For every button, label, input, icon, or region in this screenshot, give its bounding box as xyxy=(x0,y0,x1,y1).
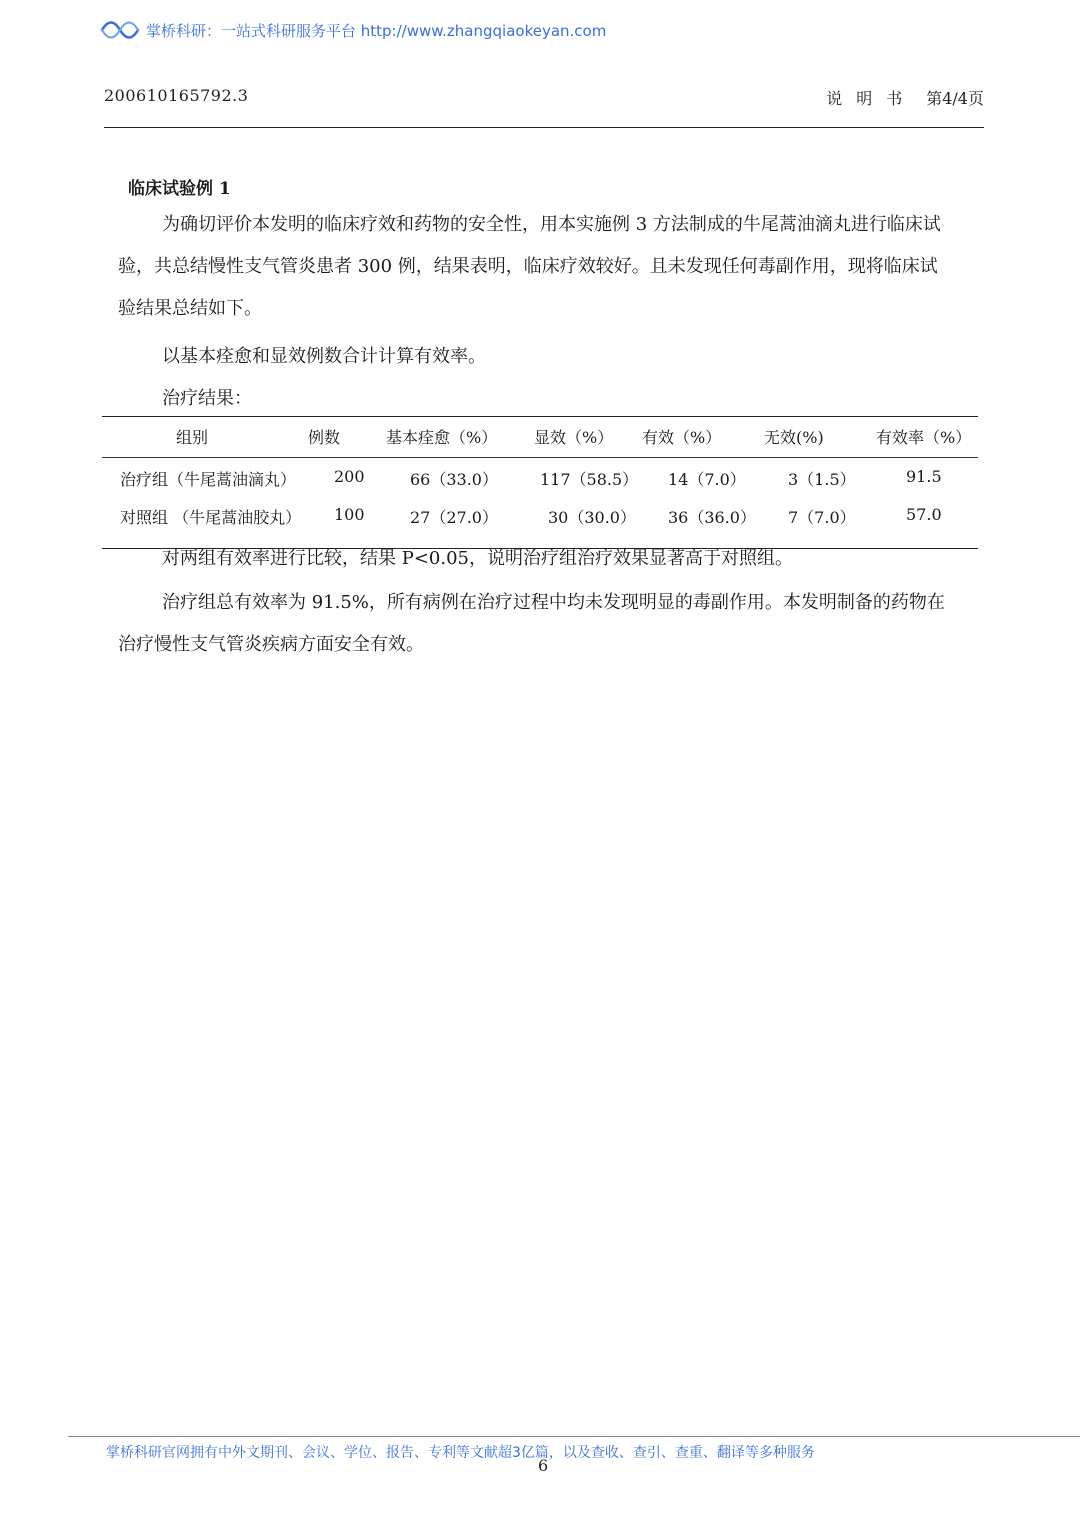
table-cell: 117（58.5） xyxy=(540,470,639,489)
table-cell: 36（36.0） xyxy=(668,508,756,527)
table-cell: 7（7.0） xyxy=(788,508,856,527)
intro-text: 为确切评价本发明的临床疗效和药物的安全性，用本实施例 3 方法制成的牛尾蒿油滴丸进行临床试验，共总结慢性支气管炎患者 300 例，结果表明，临床疗效较好。且未发现任何毒副作用，现将临床试验结果总结如下。 xyxy=(118,214,941,319)
table-header-cell: 基本痊愈（%） xyxy=(386,428,498,447)
table-cell: 200 xyxy=(334,467,365,486)
table-cell: 27（27.0） xyxy=(410,508,498,527)
table-header-cell: 有效率（%） xyxy=(876,428,972,447)
method-paragraph xyxy=(118,336,948,378)
intro-paragraph xyxy=(118,204,948,330)
doc-number: 200610165792.3 xyxy=(104,86,249,105)
conclusion-text: 治疗组总有效率为 91.5%，所有病例在治疗过程中均未发现明显的毒副作用。本发明制备的药物在治疗慢性支气管炎疾病方面安全有效。 xyxy=(118,592,945,655)
table-row xyxy=(102,458,978,496)
table-header-cell: 显效（%） xyxy=(534,428,614,447)
table-cell: 100 xyxy=(334,505,365,524)
comparison-text: 对两组有效率进行比较，结果 P<0.05，说明治疗组治疗效果显著高于对照组。 xyxy=(162,548,793,569)
results-label: 治疗结果： xyxy=(162,388,252,409)
page-number: 6 xyxy=(538,1456,549,1475)
section-title: 临床试验例 1 xyxy=(128,179,231,199)
comparison-paragraph xyxy=(118,538,948,580)
table-cell: 57.0 xyxy=(906,505,942,524)
footer-text: 掌桥科研官网拥有中外文期刊、会议、学位、报告、专利等文献超3亿篇，以及查收、查引、查重、翻译等多种服务 xyxy=(106,1445,815,1461)
table-cell: 14（7.0） xyxy=(668,470,746,489)
table-cell: 对照组 （牛尾蒿油胶丸） xyxy=(120,508,302,527)
page-header xyxy=(104,86,984,114)
wave-logo-icon xyxy=(100,18,140,42)
header-divider xyxy=(104,127,984,128)
conclusion-paragraph xyxy=(118,582,948,666)
page-info: 第4/4页 xyxy=(926,89,984,108)
table-cell: 91.5 xyxy=(906,467,942,486)
table-header-cell: 组别 xyxy=(176,428,209,447)
watermark-text: 掌桥科研：一站式科研服务平台 http://www.zhangqiaokeyan.com xyxy=(146,21,607,40)
table-header-cell: 无效(%) xyxy=(764,428,824,447)
table-cell: 3（1.5） xyxy=(788,470,856,489)
footer-divider xyxy=(68,1436,1080,1437)
table-header-row xyxy=(102,417,978,457)
method-text: 以基本痊愈和显效例数合计计算有效率。 xyxy=(162,346,486,367)
table-header-cell: 有效（%） xyxy=(642,428,722,447)
doc-type-group xyxy=(826,86,984,109)
table-cell: 66（33.0） xyxy=(410,470,498,489)
doc-type: 说明书 xyxy=(826,89,917,108)
table-cell: 30（30.0） xyxy=(548,508,636,527)
table-row xyxy=(102,496,978,534)
table-cell: 治疗组（牛尾蒿油滴丸） xyxy=(120,470,297,489)
results-label-paragraph xyxy=(118,378,948,420)
watermark-bar xyxy=(100,16,606,44)
results-table xyxy=(102,416,978,549)
table-header-cell: 例数 xyxy=(308,428,341,447)
